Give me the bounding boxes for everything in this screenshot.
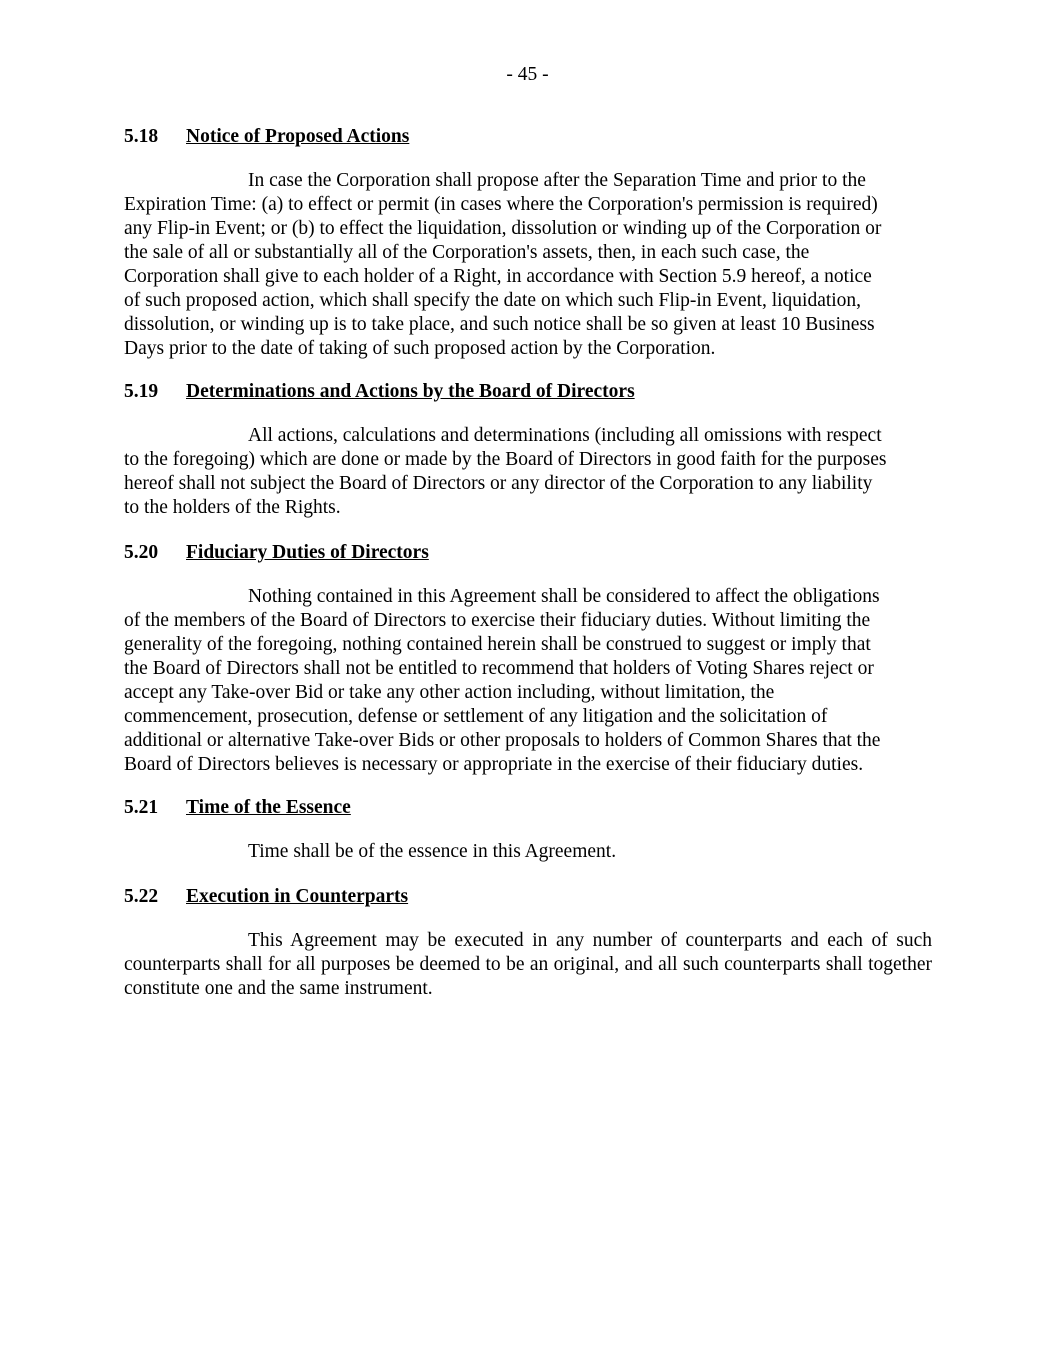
section-title: Execution in Counterparts: [186, 886, 409, 907]
paragraph-line: dissolution, or winding up is to take place, and such notice shall be so given at least 10 Business: [124, 314, 875, 335]
paragraph-line: to the foregoing) which are done or made by the Board of Directors in good faith for the purposes: [124, 449, 887, 470]
section-5-22: [124, 885, 932, 1001]
section-number: 5.21: [124, 797, 159, 818]
section-number: 5.18: [124, 126, 159, 147]
section-title: Determinations and Actions by the Board of Directors: [186, 381, 635, 402]
section-paragraph: [124, 840, 932, 864]
paragraph-line: generality of the foregoing, nothing contained herein shall be construed to suggest or imply that: [124, 634, 871, 655]
paragraph-line: Time shall be of the essence in this Agreement.: [248, 841, 617, 862]
paragraph-line: to the holders of the Rights.: [124, 497, 341, 518]
section-5-18: [124, 125, 932, 361]
section-heading: [124, 796, 932, 820]
section-5-19: [124, 380, 932, 520]
section-paragraph: [124, 585, 932, 777]
page-number: - 45 -: [506, 64, 549, 85]
paragraph-line: any Flip-in Event; or (b) to effect the liquidation, dissolution or winding up of the Corporation or: [124, 218, 882, 239]
paragraph-line: of such proposed action, which shall specify the date on which such Flip-in Event, liquidation,: [124, 290, 862, 311]
section-number: 5.20: [124, 542, 159, 563]
section-title: Notice of Proposed Actions: [186, 126, 410, 147]
section-5-20: [124, 541, 932, 777]
section-number: 5.22: [124, 886, 159, 907]
paragraph-line: accept any Take-over Bid or take any other action including, without limitation, the: [124, 682, 775, 703]
paragraph-line: All actions, calculations and determinations (including all omissions with respect: [248, 425, 882, 446]
section-title: Time of the Essence: [186, 797, 351, 818]
paragraph-line: commencement, prosecution, defense or settlement of any litigation and the solicitation of: [124, 706, 828, 727]
section-5-21: [124, 796, 932, 864]
paragraph-line: the sale of all or substantially all of the Corporation's assets, then, in each such case, the: [124, 242, 810, 263]
section-title: Fiduciary Duties of Directors: [186, 542, 429, 563]
paragraph-line: Days prior to the date of taking of such proposed action by the Corporation.: [124, 338, 716, 359]
section-heading: [124, 541, 932, 565]
paragraph-line: Nothing contained in this Agreement shall be considered to affect the obligations: [248, 586, 880, 607]
section-heading: [124, 885, 932, 909]
section-heading: [124, 125, 932, 149]
paragraph-line: hereof shall not subject the Board of Directors or any director of the Corporation to any liability: [124, 473, 873, 494]
section-heading: [124, 380, 932, 404]
paragraph-line: Corporation shall give to each holder of a Right, in accordance with Section 5.9 hereof, a notice: [124, 266, 872, 287]
paragraph-line: In case the Corporation shall propose after the Separation Time and prior to the: [248, 170, 866, 191]
paragraph-line: the Board of Directors shall not be entitled to recommend that holders of Voting Shares reject or: [124, 658, 874, 679]
section-paragraph: [124, 424, 932, 520]
section-number: 5.19: [124, 381, 159, 402]
paragraph-line: of the members of the Board of Directors to exercise their fiduciary duties. Without limiting the: [124, 610, 871, 631]
section-paragraph: This Agreement may be executed in any number of counterparts and each of such counterparts shall for all purposes be deemed to be an original, and all such counterparts shall together constitute one and the same instrument.: [124, 930, 932, 999]
paragraph-line: Board of Directors believes is necessary or appropriate in the exercise of their fiduciary duties.: [124, 754, 864, 775]
paragraph-line: additional or alternative Take-over Bids or other proposals to holders of Common Shares that the: [124, 730, 881, 751]
section-paragraph: [124, 169, 932, 361]
paragraph-line: Expiration Time: (a) to effect or permit (in cases where the Corporation's permission is required): [124, 194, 878, 215]
